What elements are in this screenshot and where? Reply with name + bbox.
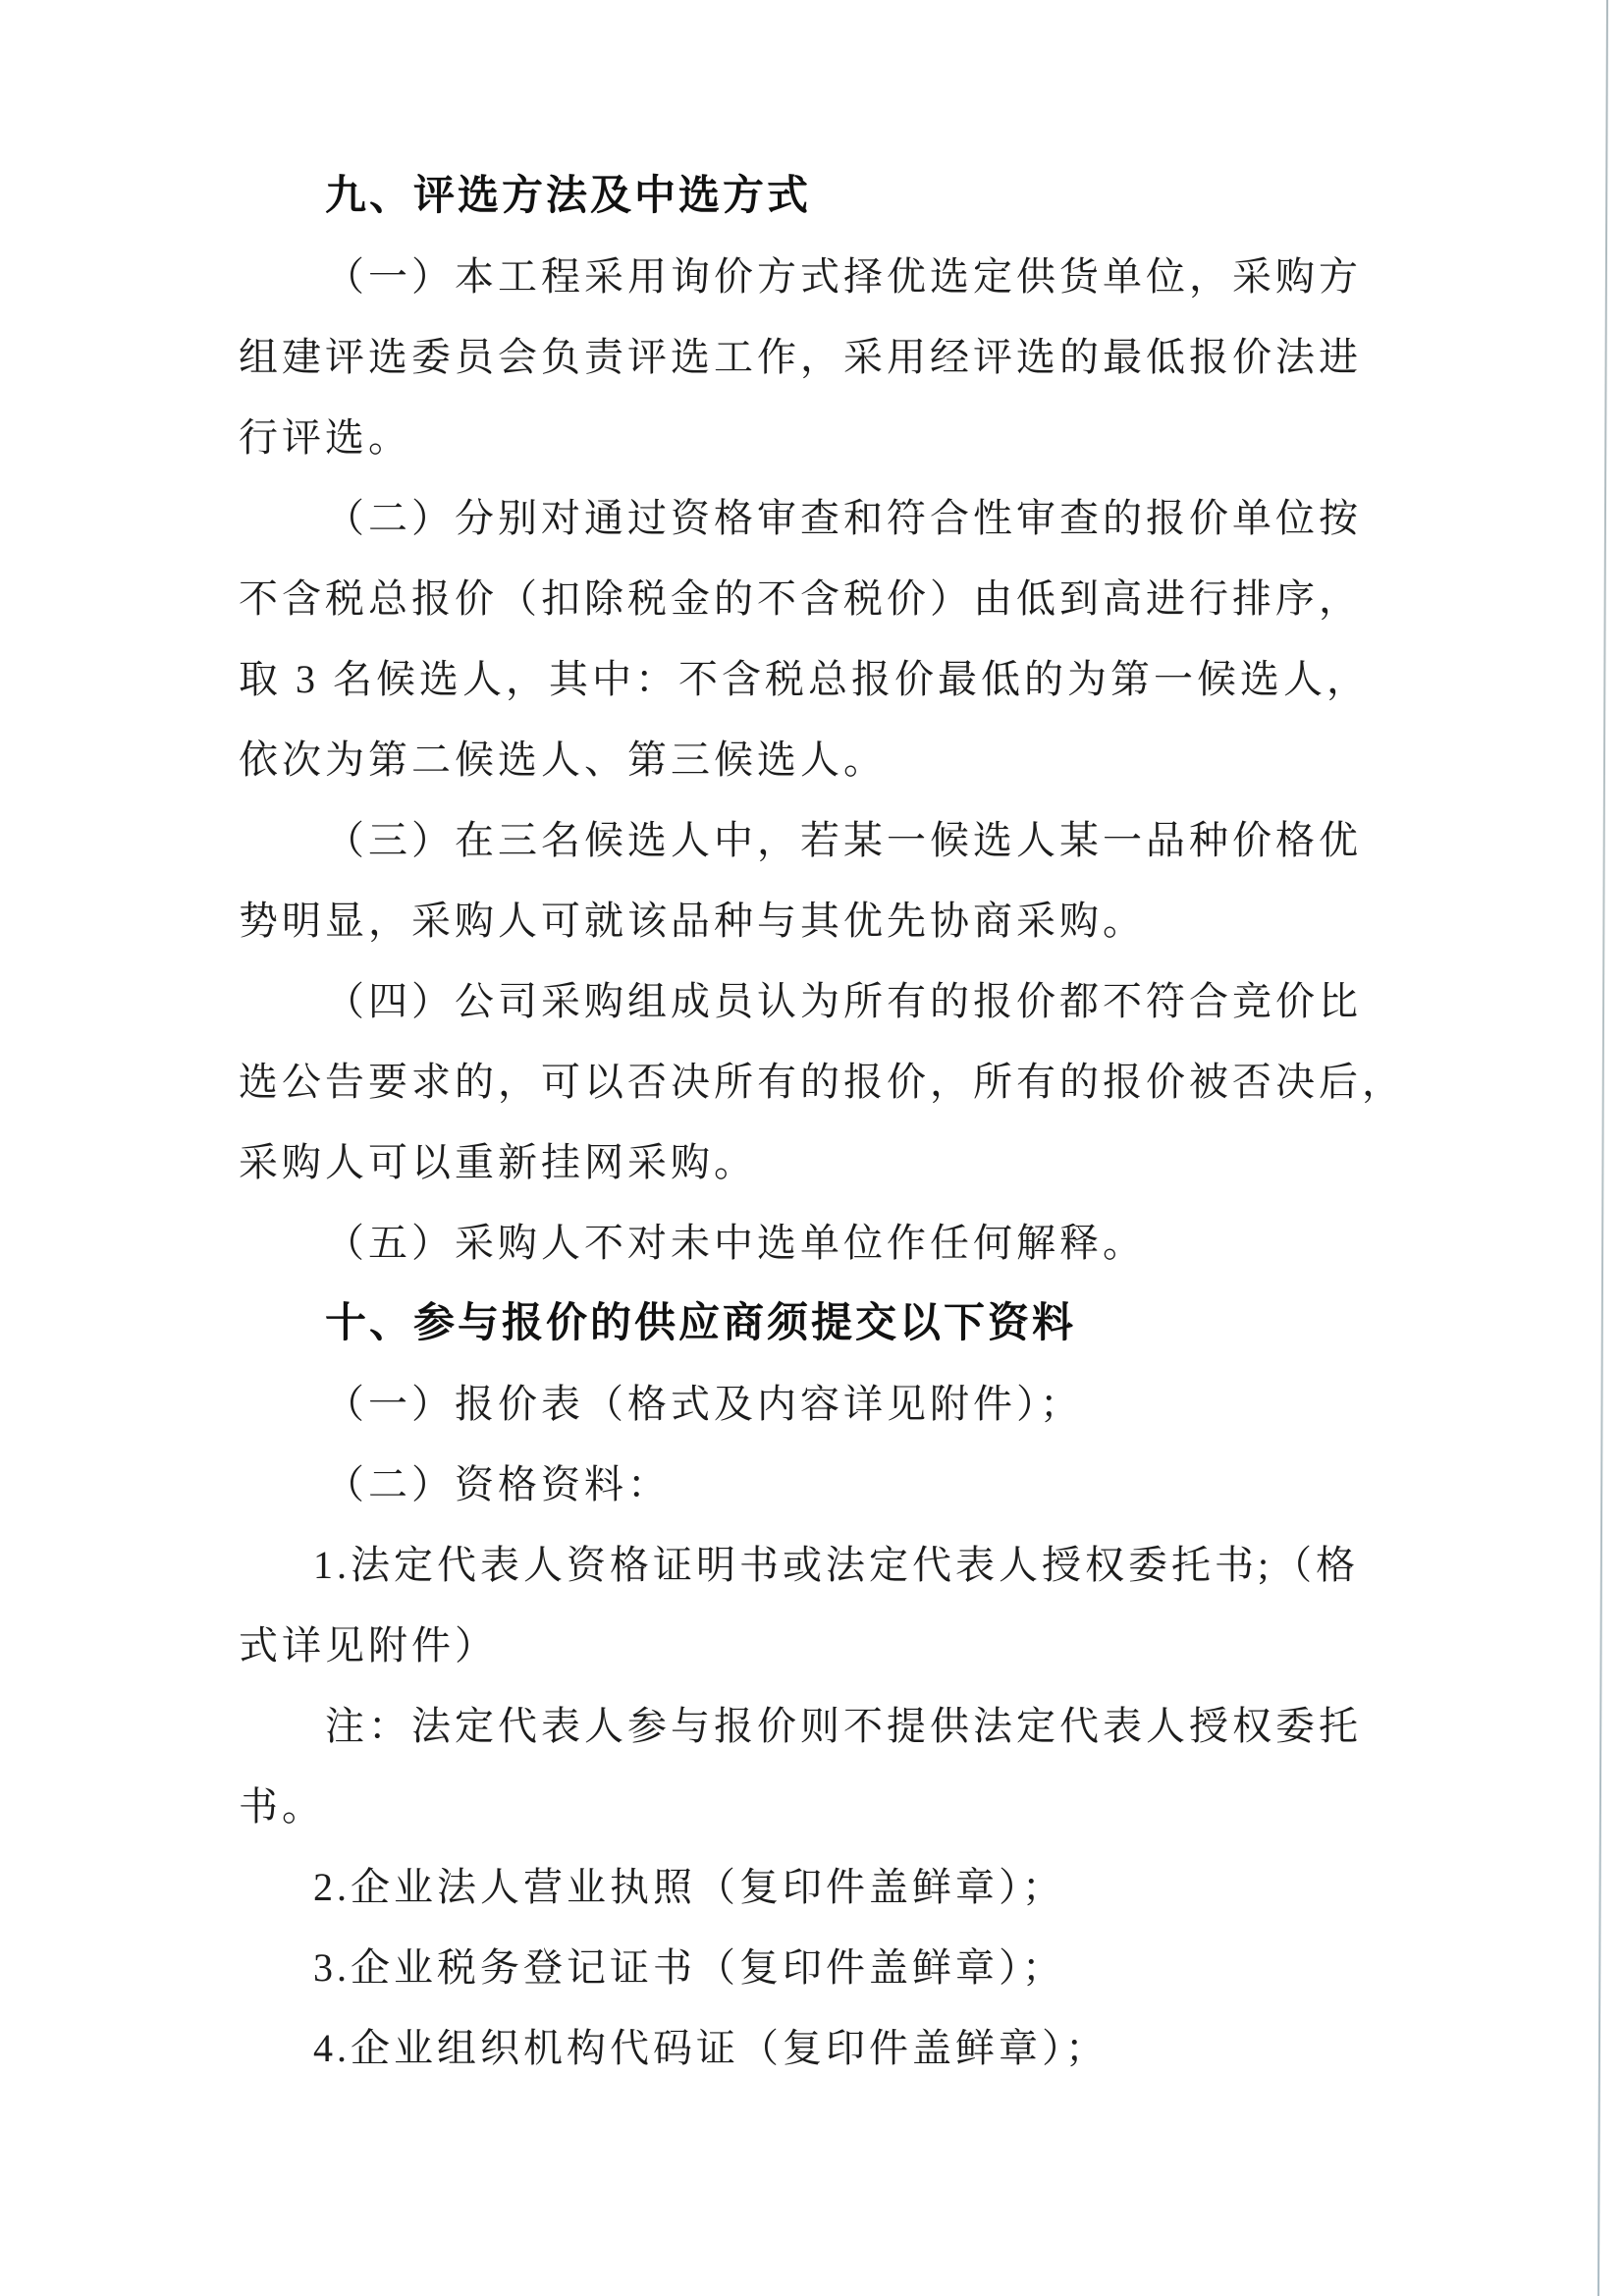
clause-9-4-line-3: 采购人可以重新挂网采购。 (239, 1140, 757, 1184)
section-heading-nine: 九、评选方法及中选方式 (325, 174, 812, 219)
clause-9-1-line-1: （一）本工程采用询价方式择优选定供货单位，采购方 (325, 254, 1362, 299)
clause-10-2: （二）资格资料： (325, 1462, 671, 1506)
clause-9-4-line-2: 选公告要求的，可以否决所有的报价，所有的报价被否决后， (239, 1060, 1405, 1104)
item-3: 3.企业税务登记证书（复印件盖鲜章）； (313, 1945, 1065, 1990)
clause-9-1-line-3: 行评选。 (239, 415, 411, 460)
clause-9-3-line-2: 势明显，采购人可就该品种与其优先协商采购。 (239, 899, 1146, 943)
clause-9-1-line-2: 组建评选委员会负责评选工作，采用经评选的最低报价法进 (239, 335, 1362, 379)
clause-10-1: （一）报价表（格式及内容详见附件）； (325, 1382, 1083, 1426)
clause-9-2-line-1: （二）分别对通过资格审查和符合性审查的报价单位按 (325, 496, 1362, 540)
clause-9-5: （五）采购人不对未中选单位作任何解释。 (325, 1221, 1146, 1265)
clause-9-2-line-3: 取 3 名候选人，其中：不含税总报价最低的为第一候选人， (239, 657, 1370, 701)
clause-9-3-line-1: （三）在三名候选人中，若某一候选人某一品种价格优 (325, 818, 1362, 862)
item-1-note-line-1: 注：法定代表人参与报价则不提供法定代表人授权委托 (325, 1704, 1362, 1748)
clause-9-2-line-4: 依次为第二候选人、第三候选人。 (239, 738, 887, 782)
item-2: 2.企业法人营业执照（复印件盖鲜章）； (313, 1865, 1065, 1909)
item-1-line-2: 式详见附件） (239, 1623, 498, 1667)
clause-9-4-line-1: （四）公司采购组成员认为所有的报价都不符合竞价比 (325, 979, 1362, 1023)
item-4: 4.企业组织机构代码证（复印件盖鲜章）； (313, 2026, 1109, 2070)
clause-9-2-line-2: 不含税总报价（扣除税金的不含税价）由低到高进行排序， (239, 576, 1362, 621)
item-1-note-line-2: 书。 (239, 1784, 325, 1829)
item-1-line-1: 1.法定代表人资格证明书或法定代表人授权委托书;（格 (313, 1543, 1360, 1587)
document-body (239, 156, 1405, 2089)
scanner-artifact-line (1597, 0, 1608, 2296)
section-heading-ten: 十、参与报价的供应商须提交以下资料 (325, 1301, 1077, 1346)
